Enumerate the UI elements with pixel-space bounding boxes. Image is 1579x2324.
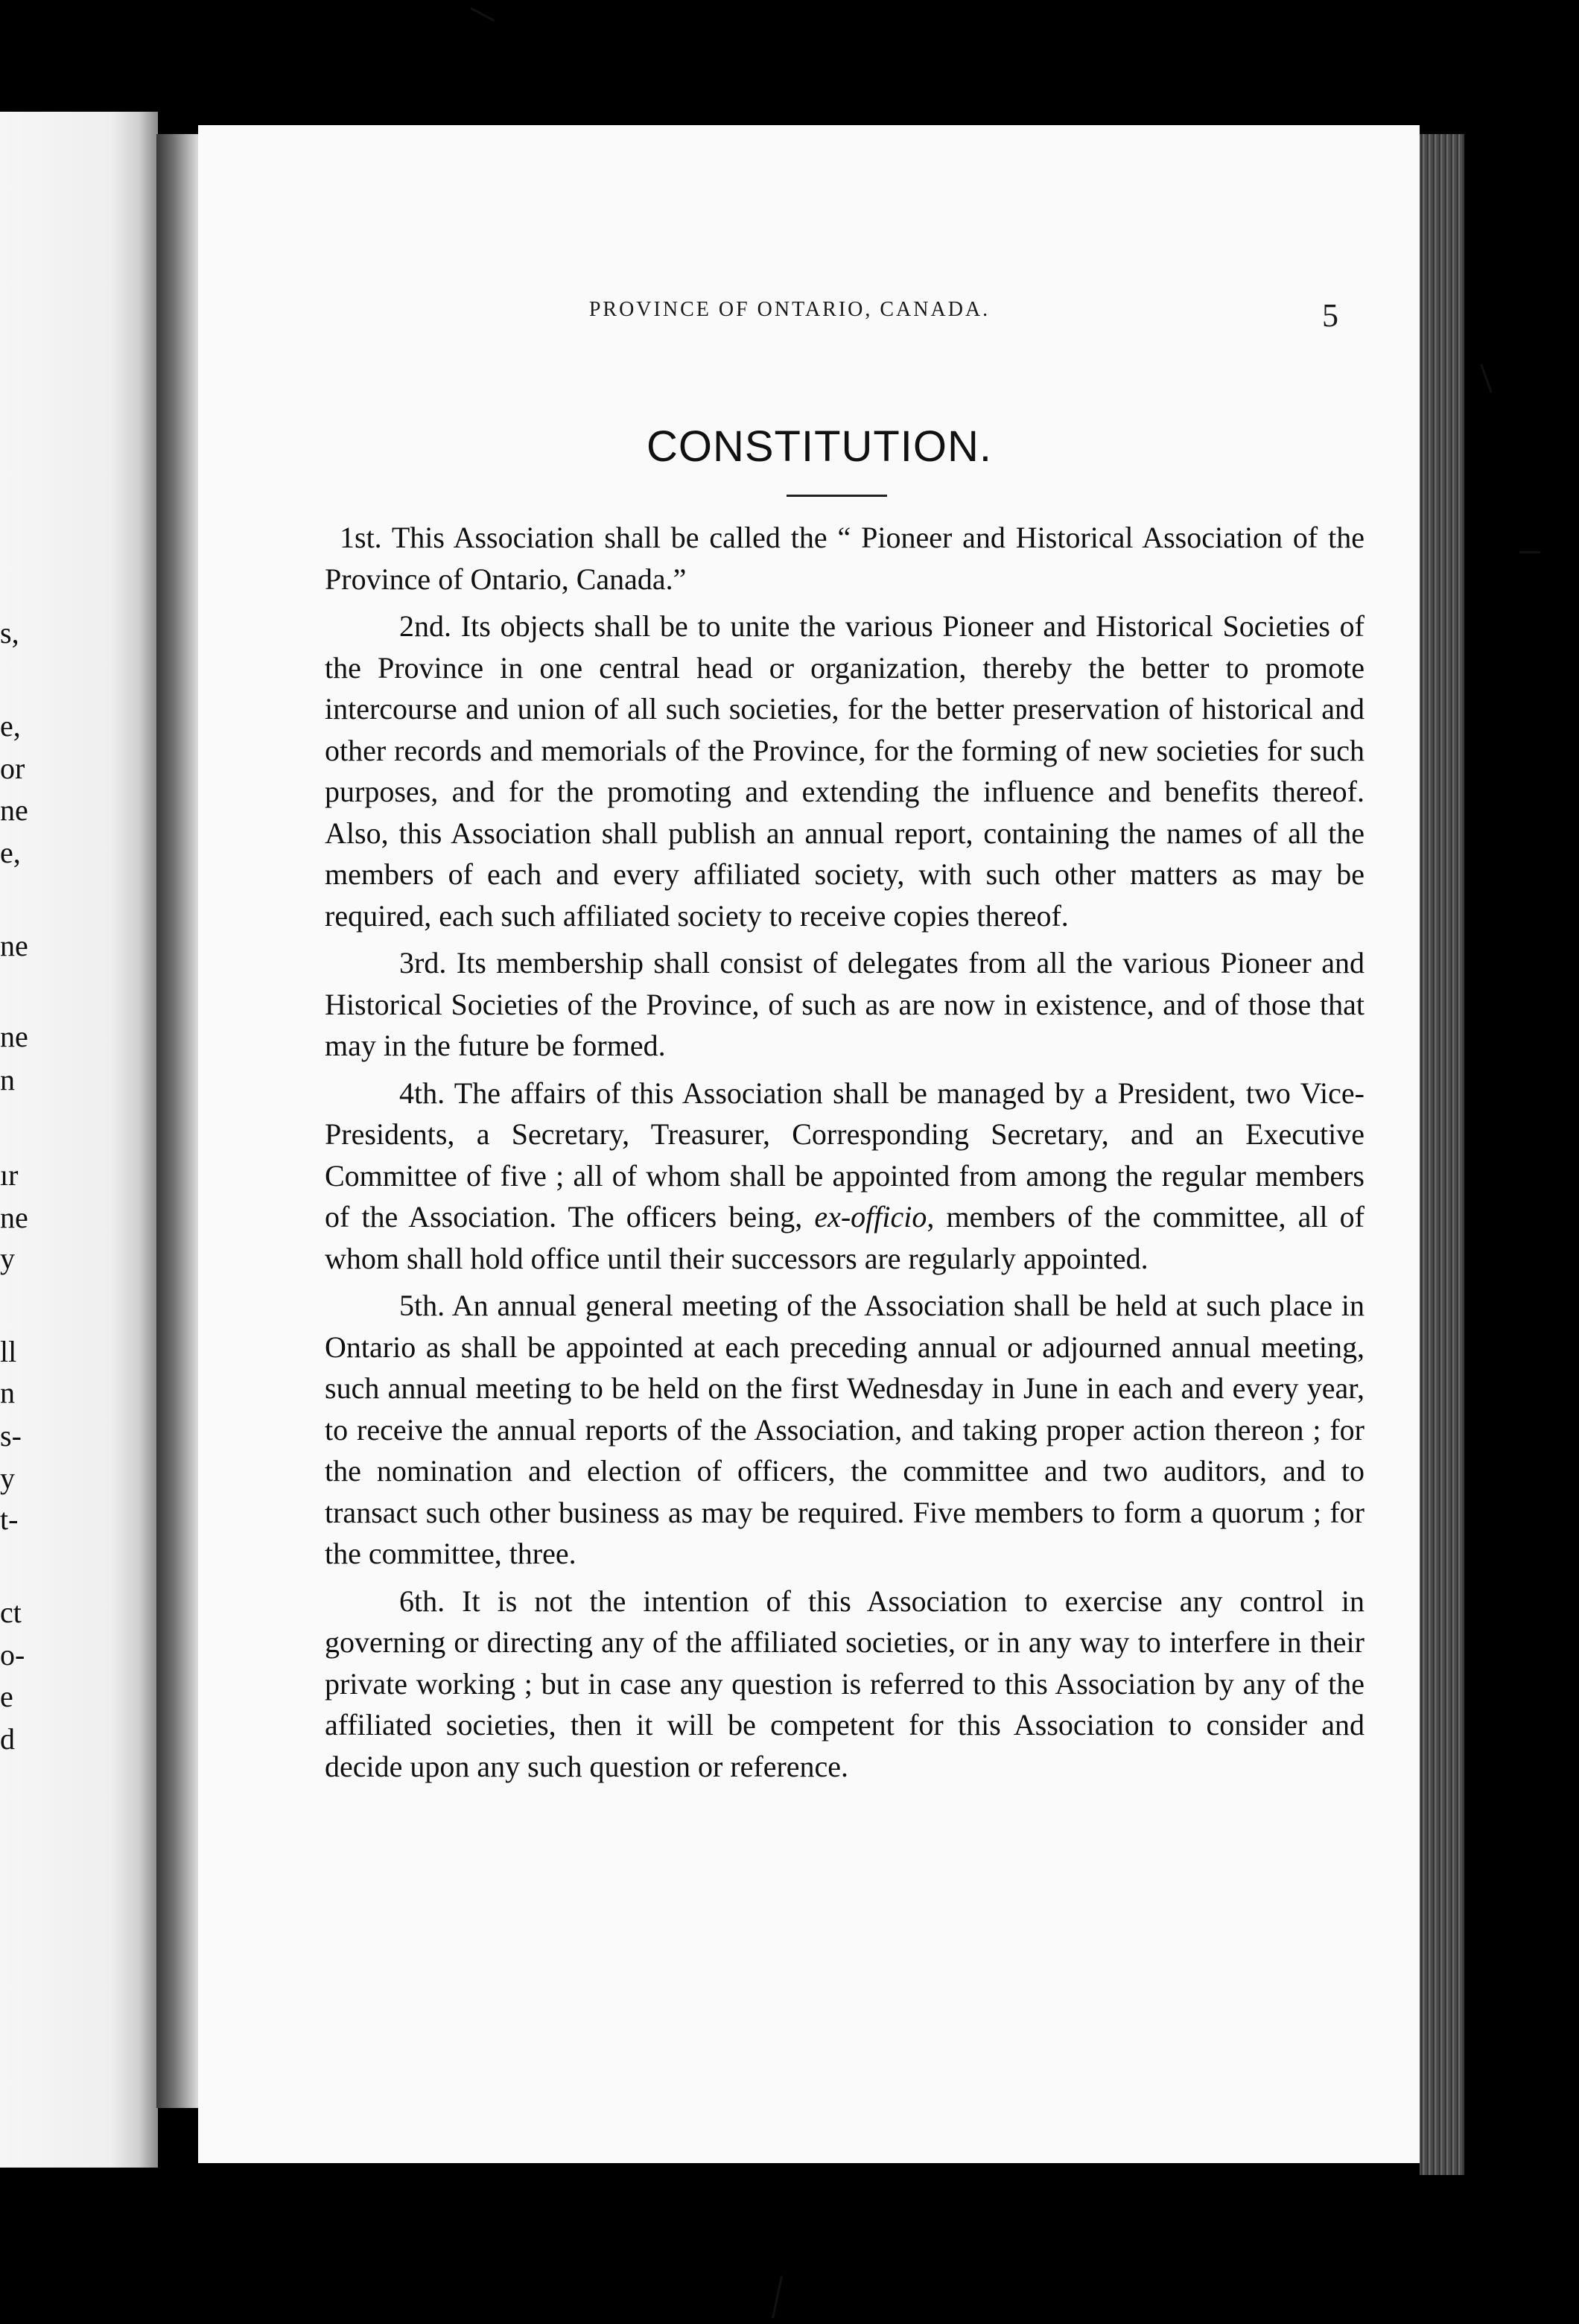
article-5: 5th. An annual general meeting of the Association shall be held at such place in Ontario as shall be appointed at each preceding annual or adjourned annual meeting, such annual meeting to be held on the first Wednesday in June in each and every year, to receive the annual reports of the Association, and taking proper action thereon ; for the nomination and election of officers, the committee and two auditors, and to transact such other business as may be required. Five members to form a quorum ; for the committee, three. [325,1289,1364,1570]
page-number: 5 [1322,297,1338,334]
scan-mark [772,2276,783,2318]
fragment-text: ne [0,793,28,827]
fragment-text: ne [0,929,28,962]
article-4-italic: ex-officio [814,1200,927,1234]
fragment-text: y [0,1242,15,1275]
book-page-edges [1420,134,1464,2175]
title-rule [787,495,887,497]
fragment-text: ır [0,1158,19,1192]
page-title: CONSTITUTION. [646,422,993,471]
fragment-text: ct [0,1596,22,1629]
page-gutter-shadow [156,134,201,2108]
fragment-text: ll [0,1335,17,1368]
fragment-text: ne [0,1020,28,1053]
fragment-text: n [0,1376,15,1409]
article-4-text-before: 4th. The affairs of this Association shall be managed by a President, two Vice-Presidents, a Secretary, Treasurer, Corresponding Secretary, and an Executive Committee of five ; all of whom shall be appointed from among the regular members of the Association. The officers being, [325,1076,1364,1234]
constitution-body [325,517,1364,1793]
fragment-text: e, [0,709,21,743]
fragment-text: ne [0,1201,28,1234]
article-6: 6th. It is not the intention of this Association to exercise any control in governing or directing any of the affiliated societies, or in any way to interfere in their private working ; but in case any question is referred to this Association by any of the affiliated societies, then it will be competent for this Association to consider and decide upon any such question or reference. [325,1584,1364,1783]
scan-mark [1480,364,1493,393]
fragment-text: y [0,1461,15,1495]
article-2: 2nd. Its objects shall be to unite the various Pioneer and Historical Societies of the Province in one central head or organization, thereby the better to promote intercourse and union of all such societies, for the better preservation of historical and other records and memorials of the Province, for the forming of new societies for such purposes, and for the promoting and extending the influence and benefits thereof. Also, this Association shall publish an annual report, containing the names of all the members of each and every affiliated society, with such other matters as may be required, each such affiliated society to receive copies thereof. [325,609,1364,933]
fragment-text: t- [0,1502,19,1536]
fragment-text: n [0,1063,15,1096]
article-3: 3rd. Its membership shall consist of delegates from all the various Pioneer and Historical Societies of the Province, of such as are now in existence, and of those that may in the future be formed. [325,946,1364,1062]
scan-mark [470,7,495,22]
fragment-text: s, [0,616,19,650]
article-4-text-after: , members of the committee, all of whom shall hold office until their successors are regularly appointed. [325,1200,1364,1275]
article-4 [325,1073,1364,1280]
scan-mark [1519,551,1540,553]
running-head: PROVINCE OF ONTARIO, CANADA. [588,298,991,321]
article-1: 1st. This Association shall be called the “ Pioneer and Historical Association of the Province of Ontario, Canada.” [325,521,1364,596]
fragment-text: e, [0,836,21,869]
fragment-text: o- [0,1638,25,1671]
fragment-text: s- [0,1419,22,1452]
fragment-text: d [0,1722,15,1756]
left-facing-page [0,112,158,2168]
fragment-text: e [0,1680,13,1713]
left-page-text-fragments [0,112,158,2168]
fragment-text: or [0,752,25,785]
